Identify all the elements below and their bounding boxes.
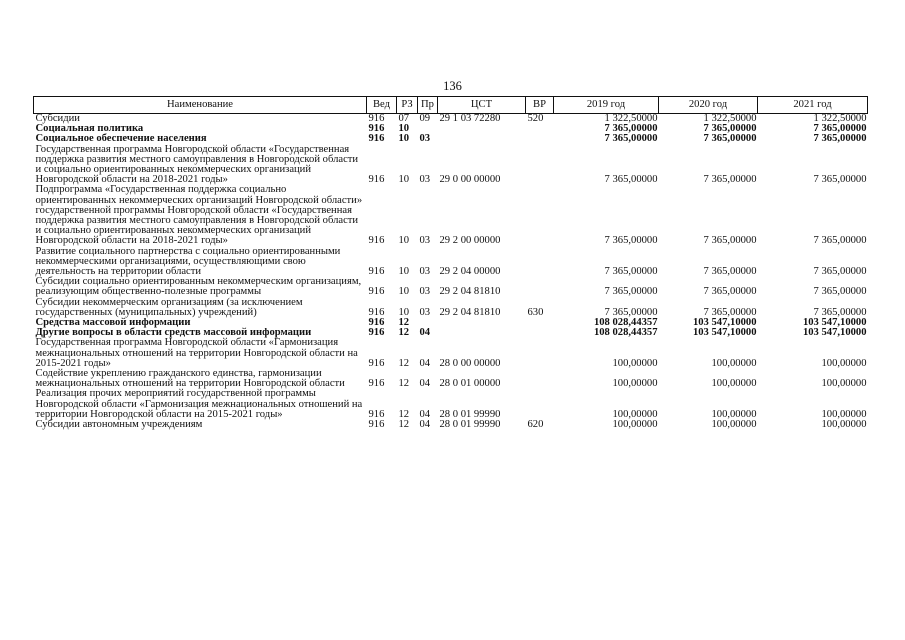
cell-2020: 7 365,00000 <box>703 235 757 247</box>
cell-name: Средства массовой информации <box>35 317 191 329</box>
cell-2019: 108 028,44357 <box>593 317 658 329</box>
cell-ved: 916 <box>368 123 385 135</box>
cell-name: Государственная программа Новгородской области «Государственная поддержка развития местного самоуправления в Новгородской области и социально ориентированных некоммерческих организаций Новгородской области на 2018-2021 годы» <box>35 143 359 186</box>
cell-ved: 916 <box>368 378 385 390</box>
cell-2020: 100,00000 <box>711 419 757 431</box>
cell-2019: 100,00000 <box>612 419 658 431</box>
cell-rz: 10 <box>398 123 410 135</box>
cell-vr <box>526 185 554 246</box>
cell-name: Субсидии <box>35 113 80 124</box>
cell-ved: 916 <box>368 317 385 329</box>
cell-2020: 7 365,00000 <box>703 306 757 318</box>
cell-2019: 108 028,44357 <box>593 327 658 339</box>
table-row <box>34 185 868 246</box>
cell-2021: 100,00000 <box>821 408 867 420</box>
cell-ved: 916 <box>368 357 385 369</box>
cell-2021: 103 547,10000 <box>802 317 867 329</box>
cell-name: Реализация прочих мероприятий государственной программы Новгородской области «Гармонизация межнациональных отношений на территории Новгородской области на 2015-2021 годы» <box>35 388 363 420</box>
cell-rz: 12 <box>398 327 410 339</box>
cell-2020: 7 365,00000 <box>703 123 757 135</box>
cell-cst: 29 2 04 00000 <box>439 266 501 278</box>
cell-vr <box>526 369 554 389</box>
cell-name: Государственная программа Новгородской области «Гармонизация межнациональных отношений на территории Новгородской области на 2015-2021 годы» <box>35 337 358 369</box>
cell-vr <box>526 247 554 278</box>
cell-2021: 100,00000 <box>821 378 867 390</box>
cell-2021: 7 365,00000 <box>813 266 867 278</box>
cell-rz: 12 <box>398 408 410 420</box>
header-2021: 2021 год <box>758 97 868 114</box>
table-body <box>34 114 868 431</box>
cell-cst: 29 2 04 81810 <box>439 306 501 318</box>
table-row <box>34 298 868 318</box>
cell-name: Субсидии автономным учреждениям <box>35 419 203 431</box>
cell-2021: 7 365,00000 <box>813 174 867 186</box>
cell-2020: 7 365,00000 <box>703 133 757 145</box>
cell-pr: 04 <box>419 327 431 339</box>
cell-2021: 1 322,50000 <box>813 113 867 124</box>
table-row <box>34 247 868 278</box>
cell-cst <box>438 318 526 328</box>
cell-2021: 7 365,00000 <box>813 123 867 135</box>
cell-cst <box>438 328 526 338</box>
cell-ved: 916 <box>368 286 385 298</box>
table-row <box>34 277 868 297</box>
cell-rz: 10 <box>398 286 410 298</box>
header-2020: 2020 год <box>659 97 758 114</box>
cell-name: Социальное обеспечение населения <box>35 133 207 145</box>
cell-pr: 03 <box>419 235 431 247</box>
cell-2019: 7 365,00000 <box>604 174 658 186</box>
cell-2019: 7 365,00000 <box>604 306 658 318</box>
header-cst: ЦСТ <box>438 97 526 114</box>
cell-name: Субсидии некоммерческим организациям (за исключением государственных (муниципальных) учреждений) <box>35 296 303 318</box>
cell-ved: 916 <box>368 235 385 247</box>
cell-ved: 916 <box>368 113 385 124</box>
cell-cst <box>438 134 526 144</box>
cell-vr: 520 <box>527 113 544 124</box>
cell-2021: 7 365,00000 <box>813 133 867 145</box>
cell-2020: 103 547,10000 <box>692 327 757 339</box>
cell-ved: 916 <box>368 133 385 145</box>
cell-vr <box>526 389 554 420</box>
cell-ved: 916 <box>368 327 385 339</box>
cell-ved: 916 <box>368 174 385 186</box>
cell-rz: 10 <box>398 266 410 278</box>
cell-pr: 04 <box>419 419 431 431</box>
cell-2019: 7 365,00000 <box>604 266 658 278</box>
cell-rz: 07 <box>398 113 410 124</box>
cell-2020: 100,00000 <box>711 378 757 390</box>
cell-cst: 28 0 01 99990 <box>439 419 501 431</box>
table-row <box>34 369 868 389</box>
cell-rz: 10 <box>398 235 410 247</box>
cell-rz: 12 <box>398 378 410 390</box>
cell-2020: 1 322,50000 <box>703 113 757 124</box>
cell-vr <box>526 338 554 369</box>
cell-2019: 1 322,50000 <box>604 113 658 124</box>
cell-vr <box>526 328 554 338</box>
cell-pr: 03 <box>419 306 431 318</box>
cell-pr: 04 <box>419 357 431 369</box>
cell-2019: 7 365,00000 <box>604 235 658 247</box>
cell-vr <box>526 145 554 186</box>
page-number: 136 <box>443 79 462 93</box>
cell-rz: 12 <box>398 419 410 431</box>
cell-vr <box>526 134 554 144</box>
cell-vr: 630 <box>527 306 544 318</box>
cell-rz: 10 <box>398 306 410 318</box>
cell-pr: 04 <box>419 378 431 390</box>
cell-name: Подпрограмма «Государственная поддержка социально ориентированных некоммерческих организаций Новгородской области» государственной программы Новгородской области «Государственная поддержка развития местного самоуправления в Новгородской области и социально ориентированных некоммерческих организаций Новгородской области на 2018-2021 годы» <box>35 184 363 247</box>
header-name: Наименование <box>34 97 367 114</box>
cell-cst: 29 2 04 81810 <box>439 286 501 298</box>
table-row <box>34 420 868 430</box>
cell-2021: 103 547,10000 <box>802 327 867 339</box>
budget-table <box>33 96 868 430</box>
table-row <box>34 389 868 420</box>
cell-rz: 10 <box>398 133 410 145</box>
cell-vr <box>526 124 554 134</box>
cell-cst: 29 2 00 00000 <box>439 235 501 247</box>
cell-2020: 103 547,10000 <box>692 317 757 329</box>
cell-2019: 100,00000 <box>612 408 658 420</box>
cell-cst: 28 0 01 00000 <box>439 378 501 390</box>
cell-vr <box>526 277 554 297</box>
cell-ved: 916 <box>368 266 385 278</box>
header-rz: РЗ <box>397 97 418 114</box>
cell-pr: 03 <box>419 286 431 298</box>
cell-2019: 100,00000 <box>612 357 658 369</box>
cell-rz: 12 <box>398 317 410 329</box>
cell-cst: 29 0 00 00000 <box>439 174 501 186</box>
cell-vr: 620 <box>527 419 544 431</box>
cell-pr: 04 <box>419 408 431 420</box>
cell-2021: 100,00000 <box>821 419 867 431</box>
header-vr: ВР <box>526 97 554 114</box>
cell-ved: 916 <box>368 306 385 318</box>
header-ved: Вед <box>367 97 397 114</box>
cell-2021: 100,00000 <box>821 357 867 369</box>
cell-name: Содействие укреплению гражданского единства, гармонизации межнациональных отношений на территории Новгородской области <box>35 368 345 390</box>
cell-name: Развитие социального партнерства с социально ориентированными некоммерческими организациями, осуществляющими свою деятельность на территории области <box>35 245 341 278</box>
cell-2019: 7 365,00000 <box>604 133 658 145</box>
cell-pr: 09 <box>419 113 431 124</box>
cell-ved: 916 <box>368 408 385 420</box>
cell-2021: 7 365,00000 <box>813 306 867 318</box>
table-row <box>34 145 868 186</box>
cell-2021: 7 365,00000 <box>813 286 867 298</box>
cell-cst: 28 0 00 00000 <box>439 357 501 369</box>
cell-name: Субсидии социально ориентированным некоммерческим организациям, реализующим общественно-полезные программы <box>35 276 362 298</box>
cell-vr <box>526 318 554 328</box>
cell-2019: 100,00000 <box>612 378 658 390</box>
cell-pr: 03 <box>419 266 431 278</box>
cell-2019: 7 365,00000 <box>604 123 658 135</box>
cell-cst: 29 1 03 72280 <box>439 113 501 124</box>
cell-pr: 03 <box>419 174 431 186</box>
cell-rz: 10 <box>398 174 410 186</box>
cell-name: Социальная политика <box>35 123 144 135</box>
cell-2019: 7 365,00000 <box>604 286 658 298</box>
cell-name: Другие вопросы в области средств массовой информации <box>35 327 312 339</box>
table-row <box>34 338 868 369</box>
table-header-row <box>34 97 868 114</box>
cell-2020: 100,00000 <box>711 357 757 369</box>
cell-2020: 100,00000 <box>711 408 757 420</box>
cell-cst: 28 0 01 99990 <box>439 408 501 420</box>
cell-cst <box>438 124 526 134</box>
cell-2020: 7 365,00000 <box>703 286 757 298</box>
cell-2021: 7 365,00000 <box>813 235 867 247</box>
header-2019: 2019 год <box>554 97 659 114</box>
cell-2020: 7 365,00000 <box>703 174 757 186</box>
cell-2020: 7 365,00000 <box>703 266 757 278</box>
cell-ved: 916 <box>368 419 385 431</box>
cell-pr: 03 <box>419 133 431 145</box>
header-pr: Пр <box>418 97 438 114</box>
cell-rz: 12 <box>398 357 410 369</box>
